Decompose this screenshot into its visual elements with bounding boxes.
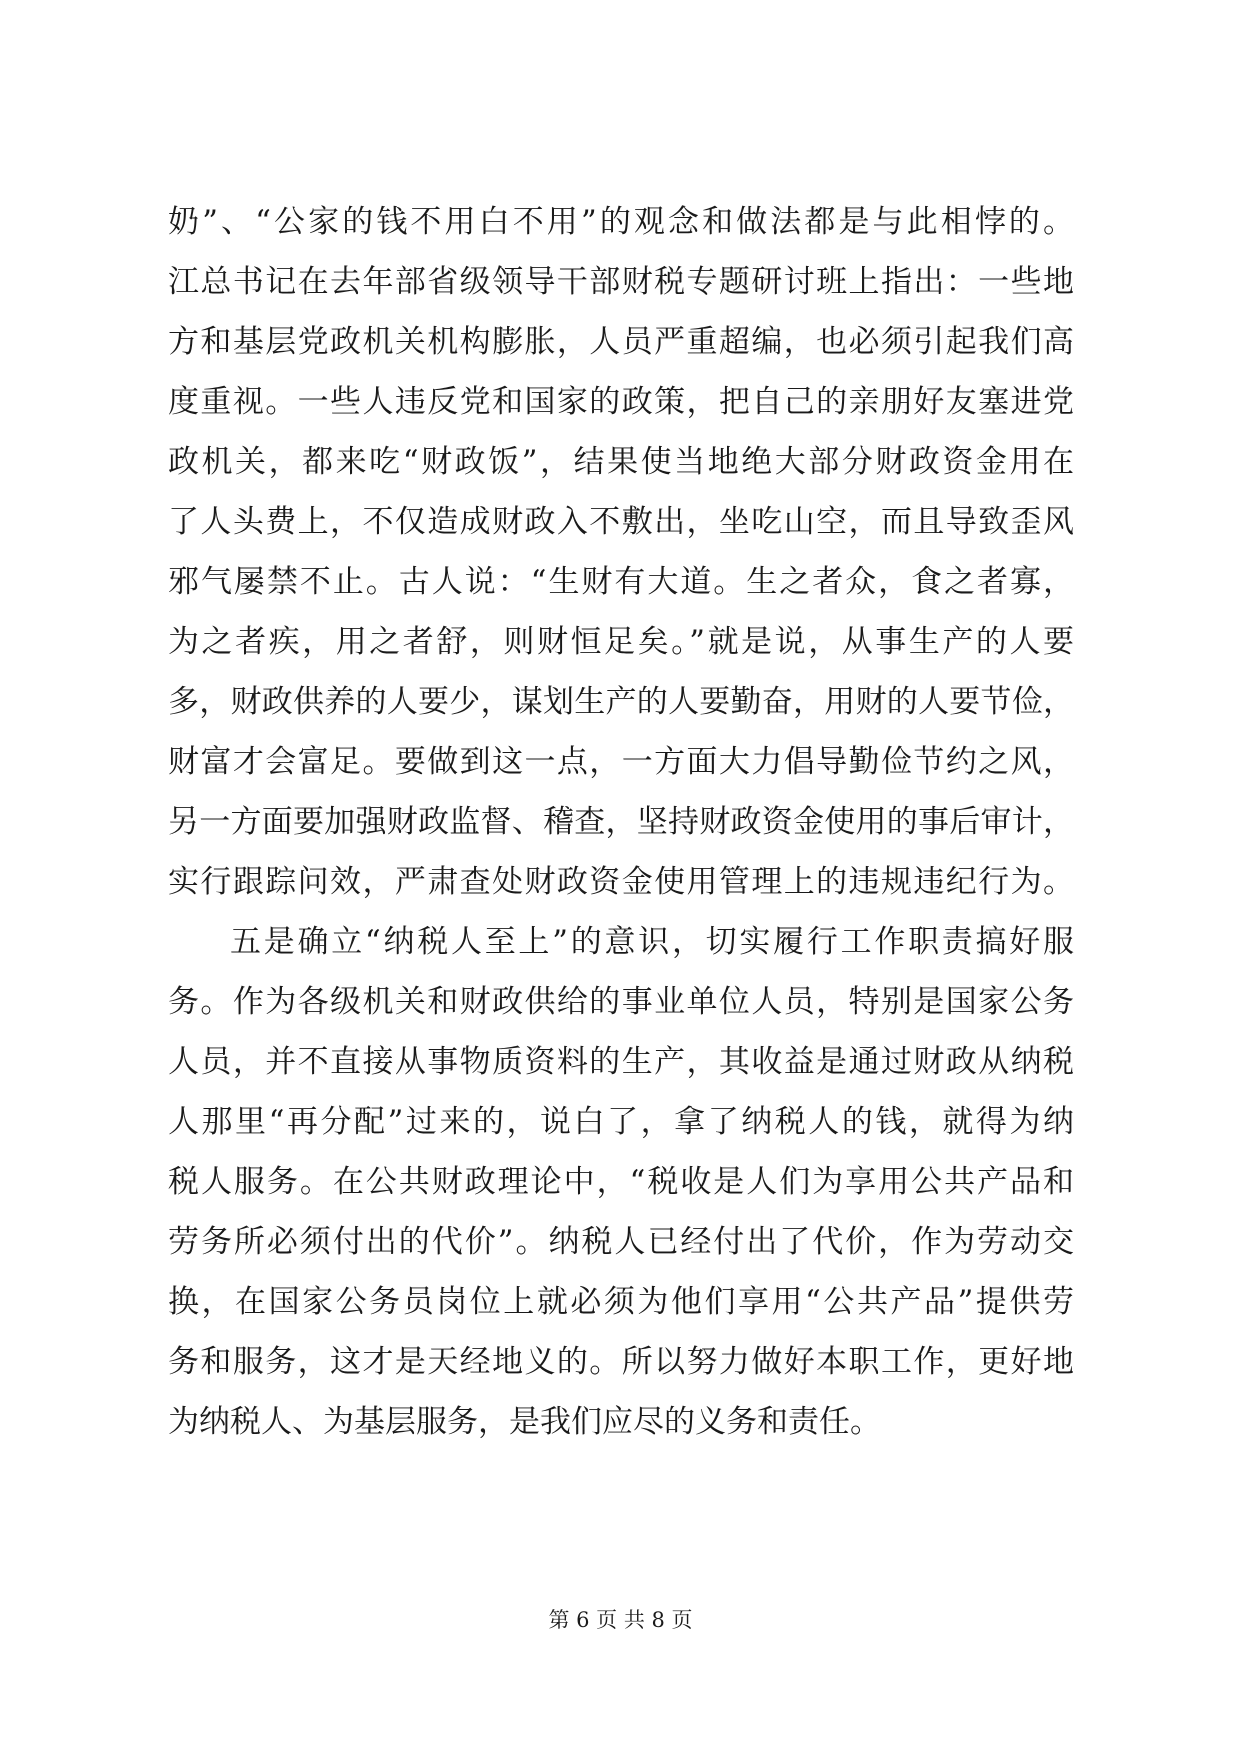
text-line: 实行跟踪问效，严肃查处财政资金使用管理上的违规违纪行为。 xyxy=(168,864,1074,900)
paragraph-1 xyxy=(168,192,1074,912)
text-line: 为纳税人、为基层服务，是我们应尽的义务和责任。 xyxy=(168,1404,881,1440)
text-line: 税人服务。在公共财政理论中，“税收是人们为享用公共产品和 xyxy=(168,1164,1074,1200)
text-line: 换，在国家公务员岗位上就必须为他们享用“公共产品”提供劳 xyxy=(168,1284,1074,1320)
text-line: 了人头费上，不仅造成财政入不敷出，坐吃山空，而且导致歪风 xyxy=(168,504,1074,540)
text-line: 劳务所必须付出的代价”。纳税人已经付出了代价，作为劳动交 xyxy=(168,1224,1074,1260)
text-line: 政机关，都来吃“财政饭”，结果使当地绝大部分财政资金用在 xyxy=(168,444,1074,480)
document-body xyxy=(168,192,1074,1452)
text-line: 邪气屡禁不止。古人说：“生财有大道。生之者众，食之者寡， xyxy=(168,564,1074,600)
text-line: 务。作为各级机关和财政供给的事业单位人员，特别是国家公务 xyxy=(168,984,1074,1020)
text-line: 多，财政供养的人要少，谋划生产的人要勤奋，用财的人要节俭， xyxy=(168,684,1074,720)
text-line: 五是确立“纳税人至上”的意识，切实履行工作职责搞好服 xyxy=(230,924,1074,960)
text-line: 江总书记在去年部省级领导干部财税专题研讨班上指出：一些地 xyxy=(168,264,1074,300)
paragraph-2 xyxy=(168,912,1074,1452)
text-line: 度重视。一些人违反党和国家的政策，把自己的亲朋好友塞进党 xyxy=(168,384,1074,420)
page-number: 第 6 页 共 8 页 xyxy=(548,1608,693,1632)
text-line: 方和基层党政机关机构膨胀，人员严重超编，也必须引起我们高 xyxy=(168,324,1074,360)
text-line: 人员，并不直接从事物质资料的生产，其收益是通过财政从纳税 xyxy=(168,1044,1074,1080)
text-line: 财富才会富足。要做到这一点，一方面大力倡导勤俭节约之风， xyxy=(168,744,1074,780)
text-line: 另一方面要加强财政监督、稽查，坚持财政资金使用的事后审计， xyxy=(168,804,1074,840)
text-line: 奶”、“公家的钱不用白不用”的观念和做法都是与此相悖的。 xyxy=(168,204,1074,240)
text-line: 为之者疾，用之者舒，则财恒足矣。”就是说，从事生产的人要 xyxy=(168,624,1074,660)
text-line: 务和服务，这才是天经地义的。所以努力做好本职工作，更好地 xyxy=(168,1344,1074,1380)
text-line: 人那里“再分配”过来的，说白了，拿了纳税人的钱，就得为纳 xyxy=(168,1104,1074,1140)
